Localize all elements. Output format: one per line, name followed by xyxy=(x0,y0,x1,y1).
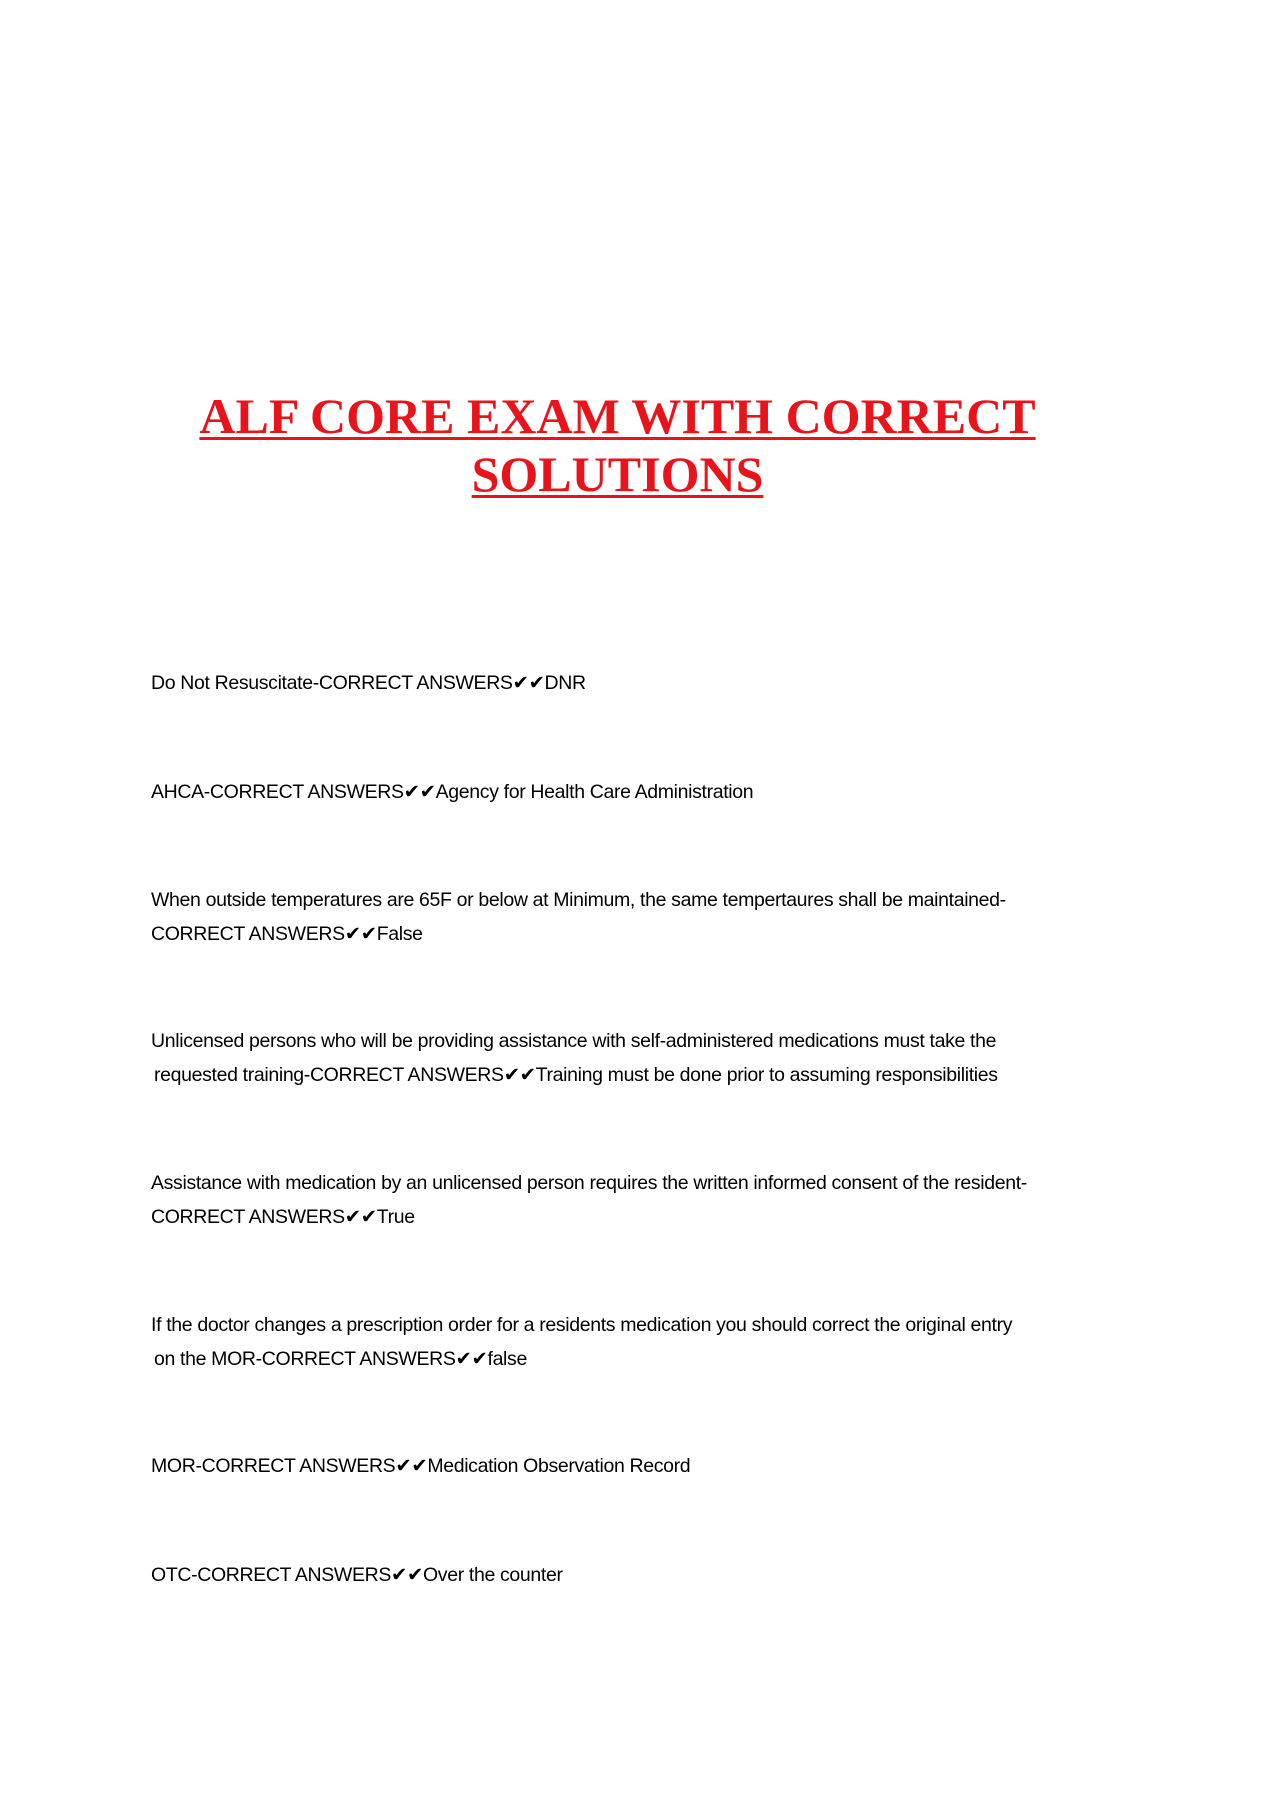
qa-item-ahca xyxy=(151,775,1151,809)
qa-item-text: Do Not Resuscitate-CORRECT ANSWERS✔✔DNR xyxy=(151,672,586,694)
qa-item-text: MOR-CORRECT ANSWERS✔✔Medication Observation Record xyxy=(151,1455,691,1477)
qa-item-informed-consent xyxy=(151,1166,1151,1234)
qa-item-dnr xyxy=(151,666,1151,700)
document-title-line-2: SOLUTIONS xyxy=(471,446,764,502)
qa-item-mor xyxy=(151,1449,1151,1483)
qa-item-prescription-change xyxy=(151,1308,1151,1376)
qa-item-otc xyxy=(151,1558,1151,1592)
qa-item-text: CORRECT ANSWERS✔✔True xyxy=(151,1206,415,1228)
qa-item-text: Unlicensed persons who will be providing assistance with self-administered medications must take the xyxy=(151,1030,997,1052)
document-title-line-1: ALF CORE EXAM WITH CORRECT xyxy=(199,388,1036,444)
qa-item-text: requested training-CORRECT ANSWERS✔✔Training must be done prior to assuming responsibilities xyxy=(154,1064,998,1086)
qa-item-temperatures xyxy=(151,883,1151,951)
qa-item-text: Assistance with medication by an unlicensed person requires the written informed consent of the resident- xyxy=(151,1172,1027,1194)
qa-item-text: on the MOR-CORRECT ANSWERS✔✔false xyxy=(154,1348,527,1370)
qa-item-text: If the doctor changes a prescription order for a residents medication you should correct the original entry xyxy=(151,1314,1013,1336)
qa-item-text: OTC-CORRECT ANSWERS✔✔Over the counter xyxy=(151,1564,563,1586)
qa-item-text: CORRECT ANSWERS✔✔False xyxy=(151,923,423,945)
qa-item-text: When outside temperatures are 65F or below at Minimum, the same tempertaures shall be maintained- xyxy=(151,889,1006,911)
qa-item-text: AHCA-CORRECT ANSWERS✔✔Agency for Health Care Administration xyxy=(151,781,754,803)
qa-item-unlicensed-training xyxy=(151,1024,1151,1092)
